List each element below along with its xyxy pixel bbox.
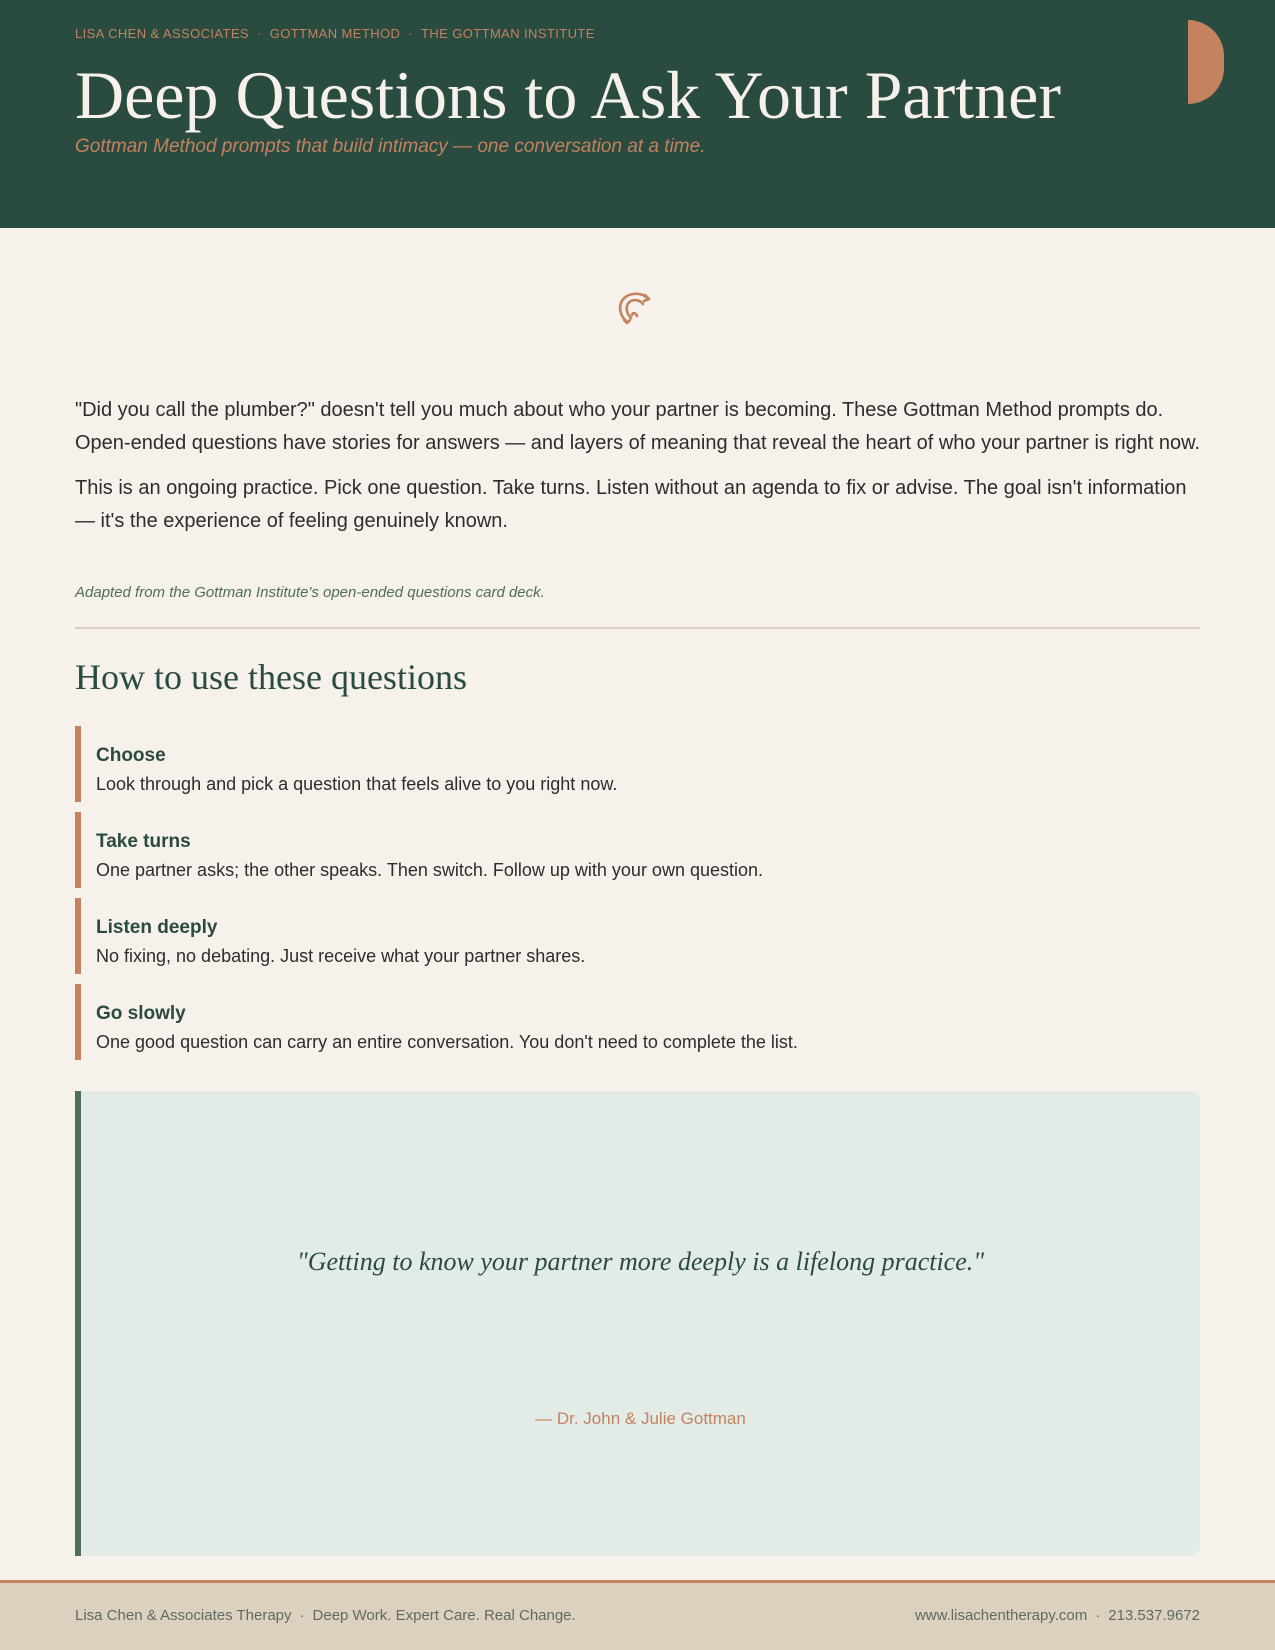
step-heading: Take turns	[96, 831, 191, 852]
breadcrumb-item-method[interactable]: GOTTMAN METHOD	[269, 26, 401, 41]
half-disc-ornament	[1188, 20, 1224, 104]
page-footer	[0, 1580, 1275, 1650]
quote-text: "Getting to know your partner more deeply is a lifelong practice."	[296, 1247, 985, 1276]
breadcrumb-separator: ·	[257, 26, 262, 41]
step-heading: Listen deeply	[96, 917, 218, 938]
breadcrumb-item-practice[interactable]: LISA CHEN & ASSOCIATES	[75, 26, 250, 41]
quote-attribution: — Dr. John & Julie Gottman	[535, 1409, 746, 1428]
footer-practice-name: Lisa Chen & Associates Therapy	[75, 1607, 292, 1624]
step-text: Look through and pick a question that feels alive to you right now.	[96, 774, 618, 794]
spiral-arrows-icon	[615, 289, 655, 329]
step-heading: Go slowly	[96, 1003, 186, 1024]
footer-tagline: Deep Work. Expert Care. Real Change.	[312, 1607, 576, 1624]
page-header	[0, 0, 1275, 228]
page-title: Deep Questions to Ask Your Partner	[75, 57, 1061, 133]
section-title: How to use these questions	[75, 657, 467, 697]
step-heading: Choose	[96, 745, 166, 766]
step-text: No fixing, no debating. Just receive what your partner shares.	[96, 946, 586, 966]
breadcrumb-item-institute[interactable]: THE GOTTMAN INSTITUTE	[421, 26, 595, 41]
step-text: One good question can carry an entire conversation. You don't need to complete the list.	[96, 1032, 798, 1052]
breadcrumb-separator: ·	[408, 26, 414, 41]
step-item-listen-deeply	[75, 898, 1200, 974]
source-note: Adapted from the Gottman Institute's open-ended questions card deck.	[75, 584, 545, 601]
footer-contact	[915, 1607, 1200, 1624]
footer-website-link[interactable]: www.lisachentherapy.com	[914, 1607, 1088, 1624]
breadcrumb	[75, 26, 595, 41]
step-item-go-slowly	[75, 984, 1200, 1060]
intro-text	[75, 394, 1205, 550]
intro-paragraph: This is an ongoing practice. Pick one question. Take turns. Listen without an agenda to fix or advise. The goal isn't information — it's the experience of feeling genuinely known.	[75, 477, 1187, 532]
footer-separator: ·	[299, 1607, 305, 1624]
footer-brand	[75, 1607, 576, 1624]
divider	[75, 627, 1200, 629]
steps-list	[75, 726, 1200, 1070]
intro-paragraph: "Did you call the plumber?" doesn't tell you much about who your partner is becoming. These Gottman Method prompts do. Open-ended questions have stories for answers — and layers of meaning that reveal the heart of who your partner is right now.	[75, 399, 1201, 454]
pull-quote	[75, 1091, 1200, 1556]
step-item-take-turns	[75, 812, 1200, 888]
step-text: One partner asks; the other speaks. Then switch. Follow up with your own question.	[96, 860, 764, 880]
footer-phone-link[interactable]: 213.537.9672	[1108, 1607, 1200, 1624]
step-item-choose	[75, 726, 1200, 802]
page-subtitle: Gottman Method prompts that build intimacy — one conversation at a time.	[75, 136, 706, 157]
footer-separator: ·	[1095, 1607, 1101, 1624]
